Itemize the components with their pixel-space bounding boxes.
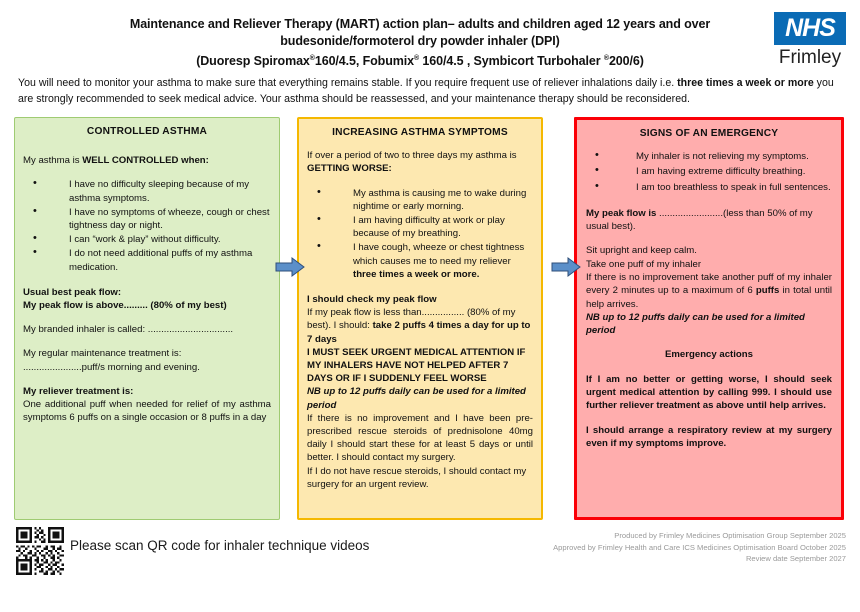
yellow-lead bbox=[307, 149, 533, 175]
green-lead-b: when: bbox=[178, 155, 209, 167]
panel-red-title: SIGNS OF AN EMERGENCY bbox=[639, 128, 779, 139]
yellow-urgent-warning: I MUST SEEK URGENT MEDICAL ATTENTION IF MY INHALERS HAVE NOT HELPED AFTER 7 DAYS OR IF I SUDDENLY FEEL WORSE bbox=[307, 346, 526, 385]
credit-approved-by: Approved by Frimley Health and Care ICS Medicines Optimisation Board October 2025 bbox=[553, 542, 846, 552]
document-header bbox=[0, 0, 860, 72]
yellow-steroids-paragraph: If there is no improvement and I have been pre-prescribed rescue steroids of prednisolone 40mg daily I should start these for at least 5 days or until better. I should contact my surgery. bbox=[307, 412, 533, 464]
red-emergency-paragraph-1: If I am no better or getting worse, I should seek urgent medical attention by calling 999. I should use further reliever treatment as above until help arrives. bbox=[586, 373, 832, 412]
credit-review-date: Review date September 2027 bbox=[745, 554, 846, 563]
green-maintenance-field[interactable]: ......................puff/s morning and evening. bbox=[23, 361, 200, 373]
intro-paragraph bbox=[18, 76, 842, 107]
green-branded-inhaler-field[interactable]: My branded inhaler is called: ................................ bbox=[23, 324, 234, 336]
red-emergency-actions-heading: Emergency actions bbox=[665, 349, 753, 361]
registered-mark-3: ® bbox=[603, 55, 609, 62]
right-arrow-icon-yellow-to-red bbox=[551, 257, 581, 277]
action-plan-panels bbox=[0, 117, 860, 520]
yellow-check-line-a[interactable]: If my peak flow is less than................ (80% of my best). I should: bbox=[307, 307, 516, 332]
nhs-frimley-logo bbox=[774, 12, 846, 70]
red-peak-flow-field[interactable] bbox=[586, 207, 832, 234]
green-reliever-heading: My reliever treatment is: bbox=[23, 385, 134, 397]
red-action-2: Take one puff of my inhaler bbox=[586, 258, 702, 270]
red-peak-flow-value: ........................(less than 50% of my usual best). bbox=[586, 207, 813, 233]
red-action-3-b: in total until help arrives. bbox=[586, 285, 833, 310]
list-item: • My inhaler is not relieving my symptoms. bbox=[586, 150, 832, 163]
yellow-check-line bbox=[307, 306, 533, 346]
title-line-1: Maintenance and Reliever Therapy (MART) action plan– adults and children aged 12 years and over bbox=[129, 17, 711, 31]
yellow-bullet-list bbox=[307, 187, 533, 281]
intro-text-part-1: You will need to monitor your asthma to make sure that everything remains stable. If you require frequent use of reliever inhalations daily i.e. bbox=[18, 77, 678, 89]
registered-mark-1: ® bbox=[309, 55, 315, 62]
red-nb-note: NB up to 12 puffs daily can be used for a limited period bbox=[586, 311, 805, 337]
red-action-3-emphasis: puffs bbox=[755, 285, 780, 297]
list-item: • I have no symptoms of wheeze, cough or chest tightness day or night. bbox=[23, 206, 271, 232]
green-bullet-list bbox=[23, 178, 271, 273]
credit-produced-by: Produced by Frimley Medicines Optimisation Group September 2025 bbox=[614, 531, 846, 540]
title-line-3 bbox=[70, 50, 770, 70]
red-action-3-a: If there is no improvement take another puff of my inhaler every 2 minutes up to a maximum of 6 bbox=[586, 272, 832, 297]
list-item bbox=[307, 187, 533, 213]
green-lead-a: My asthma is bbox=[23, 155, 83, 167]
list-item: • I am too breathless to speak in full sentences. bbox=[586, 181, 832, 194]
qr-code-caption: Please scan QR code for inhaler technique videos bbox=[70, 538, 370, 553]
panel-green-title: CONTROLLED ASTHMA bbox=[86, 126, 208, 137]
yellow-check-heading: I should check my peak flow bbox=[307, 294, 437, 306]
panel-yellow-title: INCREASING ASTHMA SYMPTOMS bbox=[332, 127, 508, 138]
right-arrow-icon-green-to-yellow bbox=[275, 257, 305, 277]
red-bullet-list bbox=[586, 150, 832, 194]
footer-credits bbox=[553, 530, 846, 565]
yellow-bullet-3-emphasis: three times a week or more. bbox=[353, 268, 480, 280]
panel-controlled-asthma bbox=[14, 117, 280, 520]
panel-red-body bbox=[577, 150, 841, 450]
title-brand-4: 200/6) bbox=[608, 54, 644, 69]
green-maintenance-label: My regular maintenance treatment is: bbox=[23, 348, 182, 360]
red-emergency-paragraph-2: I should arrange a respiratory review at my surgery even if my symptoms improve. bbox=[586, 424, 832, 449]
list-item bbox=[307, 241, 533, 281]
yellow-lead-a: If over a period of two to three days my asthma is bbox=[307, 150, 517, 162]
red-peak-flow-label: My peak flow is bbox=[586, 207, 657, 219]
intro-text-part-2: you are strongly recommended to seek medical advice. Your asthma should be reassessed, and your maintenance therapy should be reconsidered. bbox=[18, 77, 834, 105]
yellow-bullet-2-text: I am having difficulty at work or play because of my breathing. bbox=[353, 215, 505, 240]
yellow-bullet-1-text: My asthma is causing me to wake during nightime or early morning. bbox=[353, 187, 527, 212]
yellow-nb-note: NB up to 12 puffs daily can be used for a limited period bbox=[307, 386, 526, 411]
title-line-2: budesonide/formoterol dry powder inhaler (DPI) bbox=[280, 34, 560, 48]
list-item: • I am having extreme difficulty breathing. bbox=[586, 165, 832, 178]
list-item: • I have no difficulty sleeping because of my asthma symptoms. bbox=[23, 178, 271, 204]
panel-green-body bbox=[15, 148, 279, 424]
yellow-lead-bold: GETTING WORSE: bbox=[307, 163, 392, 175]
green-lead-bold: WELL CONTROLLED bbox=[82, 155, 179, 167]
intro-emphasis: three times a week or more bbox=[677, 77, 814, 89]
yellow-bullet-3-text: I have cough, wheeze or chest tightness which causes me to need my reliever bbox=[353, 242, 525, 267]
nhs-logo-text: NHS bbox=[774, 12, 846, 45]
green-reliever-body: One additional puff when needed for relief of my asthma symptoms 6 puffs on a single occasion or 8 puffs in a day bbox=[23, 399, 271, 424]
yellow-check-line-bold: take 2 puffs 4 times a day for up to 7 days bbox=[307, 320, 531, 345]
yellow-no-steroids-paragraph: If I do not have rescue steroids, I should contact my surgery for an urgent review. bbox=[307, 465, 527, 490]
green-peak-flow-heading: Usual best peak flow: bbox=[23, 286, 122, 298]
panel-emergency bbox=[574, 117, 844, 520]
page-title bbox=[70, 16, 770, 70]
red-action-1: Sit upright and keep calm. bbox=[586, 245, 697, 257]
list-item: • I can “work & play” without difficulty. bbox=[23, 233, 271, 246]
title-brand-2: 160/4.5, Fobumix bbox=[314, 54, 414, 69]
list-item bbox=[307, 214, 533, 240]
nhs-logo-subtitle: Frimley bbox=[778, 47, 842, 68]
title-brand-1: (Duoresp Spiromax bbox=[196, 54, 310, 69]
title-brand-3: 160/4.5 , Symbicort Turbohaler bbox=[419, 54, 604, 69]
list-item: • I do not need additional puffs of my asthma medication. bbox=[23, 247, 271, 273]
red-action-3 bbox=[586, 271, 832, 311]
green-lead bbox=[23, 154, 271, 167]
panel-yellow-body bbox=[299, 149, 541, 491]
panel-increasing-symptoms bbox=[297, 117, 543, 520]
qr-code-icon[interactable] bbox=[16, 527, 64, 575]
registered-mark-2: ® bbox=[414, 55, 420, 62]
green-peak-flow-value: My peak flow is above......... (80% of my best) bbox=[23, 300, 227, 312]
document-footer bbox=[0, 524, 860, 584]
